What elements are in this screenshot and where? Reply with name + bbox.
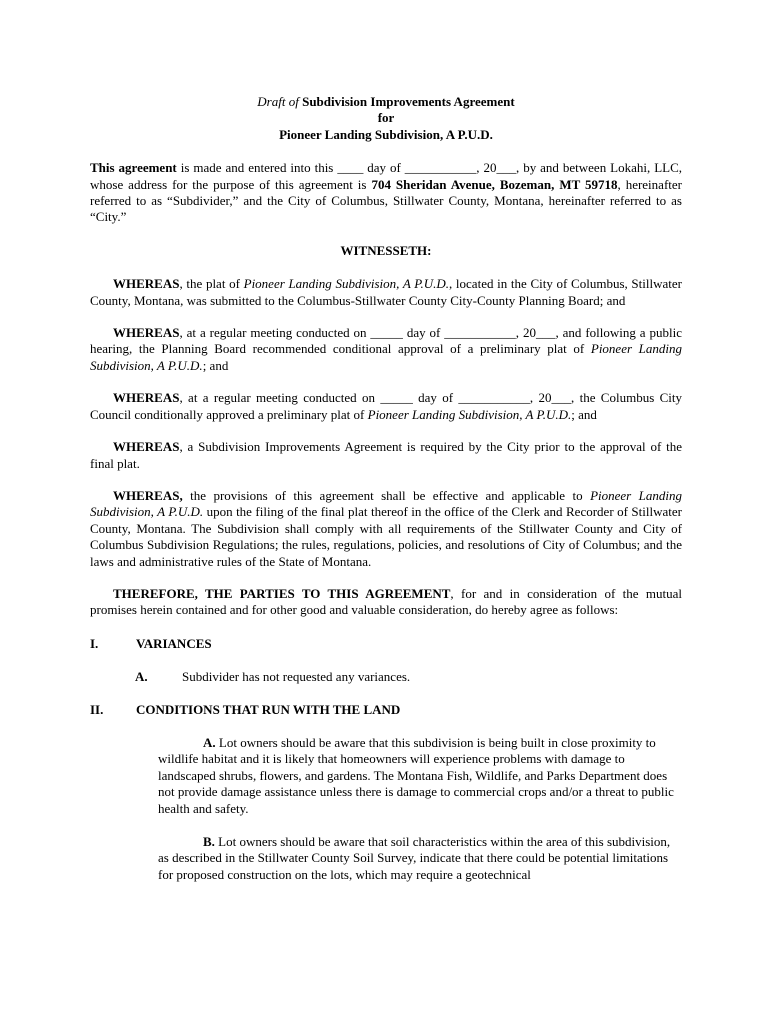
section-1-item-a (90, 669, 682, 685)
title-for: for (377, 110, 395, 126)
section-2-number: II. (90, 701, 104, 717)
whereas-paragraph-3 (90, 390, 682, 423)
section-2-title: CONDITIONS THAT RUN WITH THE LAND (136, 701, 401, 717)
therefore-text: , for and in consideration of the mutual promises herein contained and for other good and valuable consideration, do hereby agree as follows: (90, 585, 682, 618)
whereas-paragraph-2 (90, 325, 682, 374)
whereas-3-text-a: , at a regular meeting conducted on _____ day of ___________, 20___, the Columbus City Council conditionally approved a preliminary plat of (90, 390, 682, 422)
section-1-item-a-label: A. (135, 669, 148, 685)
whereas-1-text-b: , located in the City of Columbus, Stillwater County, Montana, was submitted to the Columbus-Stillwater County City-County Planning Board; and (90, 276, 682, 308)
whereas-2-text-b: ; and (202, 357, 229, 373)
whereas-label: WHEREAS (113, 325, 180, 341)
whereas-1-plat-name: Pioneer Landing Subdivision, A P.U.D. (243, 276, 449, 292)
title-main: Subdivision Improvements Agreement (302, 94, 515, 109)
condition-b-paragraph (158, 834, 682, 883)
condition-a-text: Lot owners should be aware that this subdivision is being built in close proximity to wildlife habitat and it is likely that homeowners will experience problems with damage to landscaped shrubs, flowers, and gardens. The Montana Fish, Wildlife, and Parks Department does not provide damage assistance unless there is damage to commercial crops and/or a threat to public health and safety. (158, 734, 674, 816)
whereas-paragraph-4 (90, 439, 682, 472)
document-body (90, 94, 682, 883)
whereas-2-text-a: , at a regular meeting conducted on _____ day of ___________, 20___, and following a public hearing, the Planning Board recommended conditional approval of a preliminary plat of (90, 325, 682, 357)
condition-a-label: A. (203, 734, 216, 750)
section-1-number: I. (90, 635, 99, 651)
whereas-5-text-a: the provisions of this agreement shall be effective and applicable to (182, 487, 591, 503)
whereas-paragraph-1 (90, 276, 682, 309)
whereas-label: WHEREAS (113, 390, 180, 406)
therefore-paragraph (90, 586, 682, 619)
section-1-title: VARIANCES (136, 635, 212, 651)
whereas-2-plat-name: Pioneer Landing Subdivision, A P.U.D. (90, 341, 683, 373)
whereas-4-text: , a Subdivision Improvements Agreement is required by the City prior to the approval of the final plat. (90, 439, 682, 471)
intro-address: 704 Sheridan Avenue, Bozeman, MT 59718 (371, 176, 618, 192)
whereas-label: WHEREAS (113, 439, 180, 455)
condition-b-text: Lot owners should be aware that soil characteristics within the area of this subdivision, as described in the Stillwater County Soil Survey, indicate that there could be potential limitations for proposed construction on the lots, which may require a geotechnical (158, 834, 671, 882)
whereas-label: WHEREAS, (113, 487, 183, 503)
condition-a-paragraph (158, 735, 682, 817)
whereas-paragraph-5 (90, 488, 682, 570)
whereas-5-text-b: upon the filing of the final plat thereof in the office of the Clerk and Recorder of Stillwater County, Montana. The Subdivision shall comply with all requirements of the Stillwater County and City of Columbus Subdivision Regulations; the rules, regulations, policies, and resolutions of City of Columbus; and the laws and administrative rules of the State of Montana. (90, 504, 682, 569)
title-subdivision: Pioneer Landing Subdivision, A P.U.D. (279, 126, 493, 142)
section-2-heading (90, 702, 682, 718)
therefore-lead: THEREFORE, THE PARTIES TO THIS AGREEMENT (113, 585, 451, 601)
title-draft-of: Draft of (257, 94, 299, 109)
witnesseth-heading: WITNESSETH: (340, 242, 432, 258)
section-1-item-a-text: Subdivider has not requested any variances. (182, 669, 411, 685)
intro-paragraph (90, 160, 682, 226)
whereas-1-text-a: , the plat of (179, 276, 244, 292)
whereas-5-plat-name: Pioneer Landing Subdivision, A P.U.D. (90, 487, 682, 520)
intro-lead: This agreement (90, 160, 177, 176)
condition-b-label: B. (203, 834, 215, 849)
whereas-label: WHEREAS (113, 276, 180, 292)
whereas-3-plat-name: Pioneer Landing Subdivision, A P.U.D. (367, 406, 572, 422)
whereas-3-text-b: ; and (571, 406, 597, 422)
intro-text-1: is made and entered into this ____ day of ___________, 20___, by and between Lokahi, LLC, whose address for the purpose of this agreement is (90, 160, 682, 192)
section-1-heading (90, 636, 682, 652)
document-title (90, 94, 682, 110)
intro-text-2: , hereinafter referred to as “Subdivider,” and the City of Columbus, Stillwater County, Montana, hereinafter referred to as “City.” (90, 176, 682, 225)
